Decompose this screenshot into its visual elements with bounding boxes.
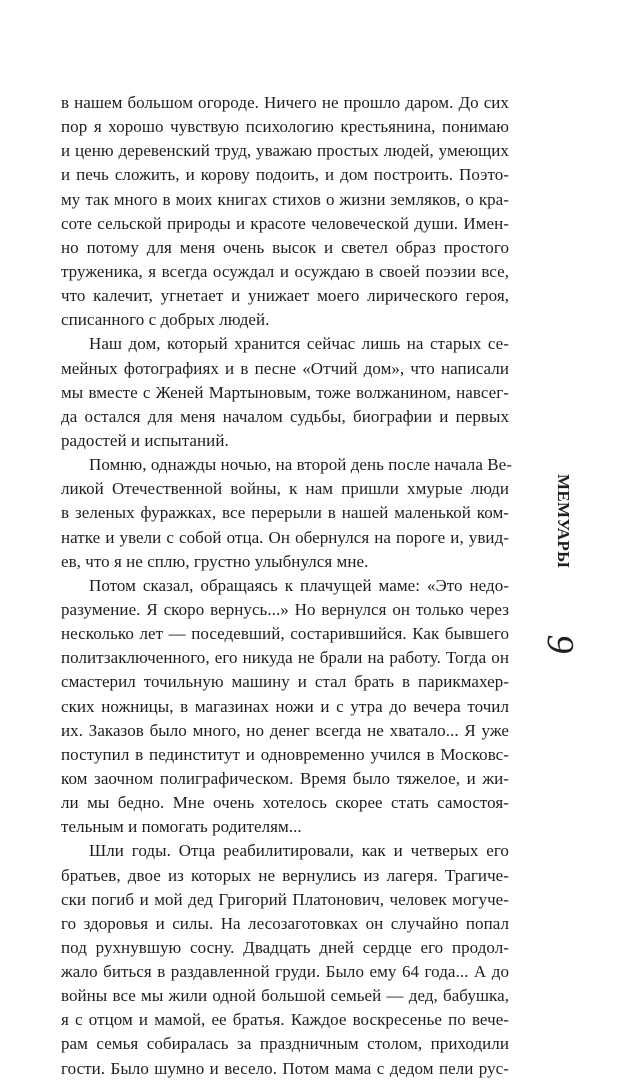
text-line: я с отцом и мамой, ее братья. Каждое воскресенье по вече-	[61, 1010, 509, 1030]
text-line: рам семья собиралась за праздничным столом, приходили	[61, 1034, 509, 1054]
text-line: их. Заказов было много, но денег всегда не хватало... Я уже	[61, 720, 509, 740]
text-line: политзаключенного, его никуда не брали на работу. Тогда он	[61, 648, 509, 668]
text-line: в зеленых фуражках, все перерыли в нашей маленькой ком-	[61, 503, 509, 523]
text-line: ликой Отечественной войны, к нам пришли хмурые люди	[61, 479, 509, 499]
text-line: соте сельской природы и красоте человеческой души. Имен-	[61, 213, 509, 233]
text-line: но потому для меня очень высок и светел образ простого	[61, 237, 509, 257]
text-line: что калечит, угнетает и унижает моего лирического героя,	[61, 286, 509, 306]
text-line: ком заочном полиграфическом. Время было тяжелое, и жи-	[61, 768, 509, 788]
text-line: му так много в моих книгах стихов о жизни земляков, о кра-	[61, 189, 509, 209]
text-line: да остался для меня началом судьбы, биографии и первых	[61, 406, 509, 426]
text-line: списанного с добрых людей.	[61, 310, 270, 330]
text-line: мы вместе с Женей Мартыновым, тоже волжанином, навсег-	[61, 382, 509, 402]
paragraph	[61, 574, 509, 840]
paragraph	[61, 839, 509, 1080]
text-line: го здоровья и силы. На лесозаготовках он случайно попал	[61, 913, 509, 933]
text-line: Наш дом, который хранится сейчас лишь на старых се-	[89, 334, 509, 354]
text-line: Потом сказал, обращаясь к плачущей маме: «Это недо-	[89, 575, 509, 595]
text-line: жало биться в раздавленной груди. Было ему 64 года... А до	[61, 962, 509, 982]
text-line: ли мы бедно. Мне очень хотелось скорее стать самостоя-	[61, 793, 509, 813]
paragraph	[61, 453, 512, 574]
text-line: радостей и испытаний.	[61, 430, 229, 450]
text-line: братьев, двое из которых не вернулись из лагеря. Трагиче-	[61, 865, 509, 885]
text-line: в нашем большом огороде. Ничего не прошло даром. До сих	[61, 93, 509, 112]
text-line: и печь сложить, и корову подоить, и дом построить. Поэто-	[61, 165, 509, 185]
text-line: натке и увели с собой отца. Он обернулся на пороге и, увид-	[61, 527, 509, 547]
body-text	[61, 91, 512, 1081]
text-line: Шли годы. Отца реабилитировали, как и четверых его	[89, 841, 509, 861]
page-number: 9	[539, 634, 581, 654]
text-line: мейных фотографиях и в песне «Отчий дом», что написали	[61, 358, 509, 378]
paragraph	[61, 332, 509, 453]
paragraph	[61, 91, 509, 332]
text-line: и ценю деревенский труд, уважаю простых людей, умеющих	[61, 141, 509, 161]
text-line: ски погиб и мой дед Григорий Платонович, человек могучe-	[61, 889, 509, 909]
text-line: поступил в пединститут и одновременно учился в Московс-	[61, 744, 509, 764]
text-line: несколько лет — поседевший, состарившийся. Как бывшего	[61, 624, 509, 644]
text-line: под рухнувшую сосну. Двадцать дней сердце его продол-	[61, 937, 509, 957]
text-line: ев, что я не сплю, грустно улыбнулся мне.	[61, 551, 369, 571]
text-line: смастерил точильную машину и стал брать в парикмахер-	[61, 672, 509, 692]
text-line: гости. Было шумно и весело. Потом мама с дедом пели рус-	[61, 1058, 509, 1078]
text-line: труженика, я всегда осуждал и осуждаю в своей поэзии все,	[61, 261, 509, 281]
text-line: Помню, однажды ночью, на второй день после начала Ве-	[89, 455, 512, 475]
running-head: МЕМУАРЫ	[554, 474, 573, 569]
text-line: войны все мы жили одной большой семьей — дед, бабушка,	[61, 986, 509, 1006]
text-line: пор я хорошо чувствую психологию крестьянина, понимаю	[61, 117, 509, 137]
text-line: разумение. Я скоро вернусь...» Но вернулся он только через	[61, 599, 509, 619]
text-line: ских ножницы, в магазинах ножи и с утра до вечера точил	[61, 696, 509, 716]
text-line: тельным и помогать родителям...	[61, 817, 302, 837]
